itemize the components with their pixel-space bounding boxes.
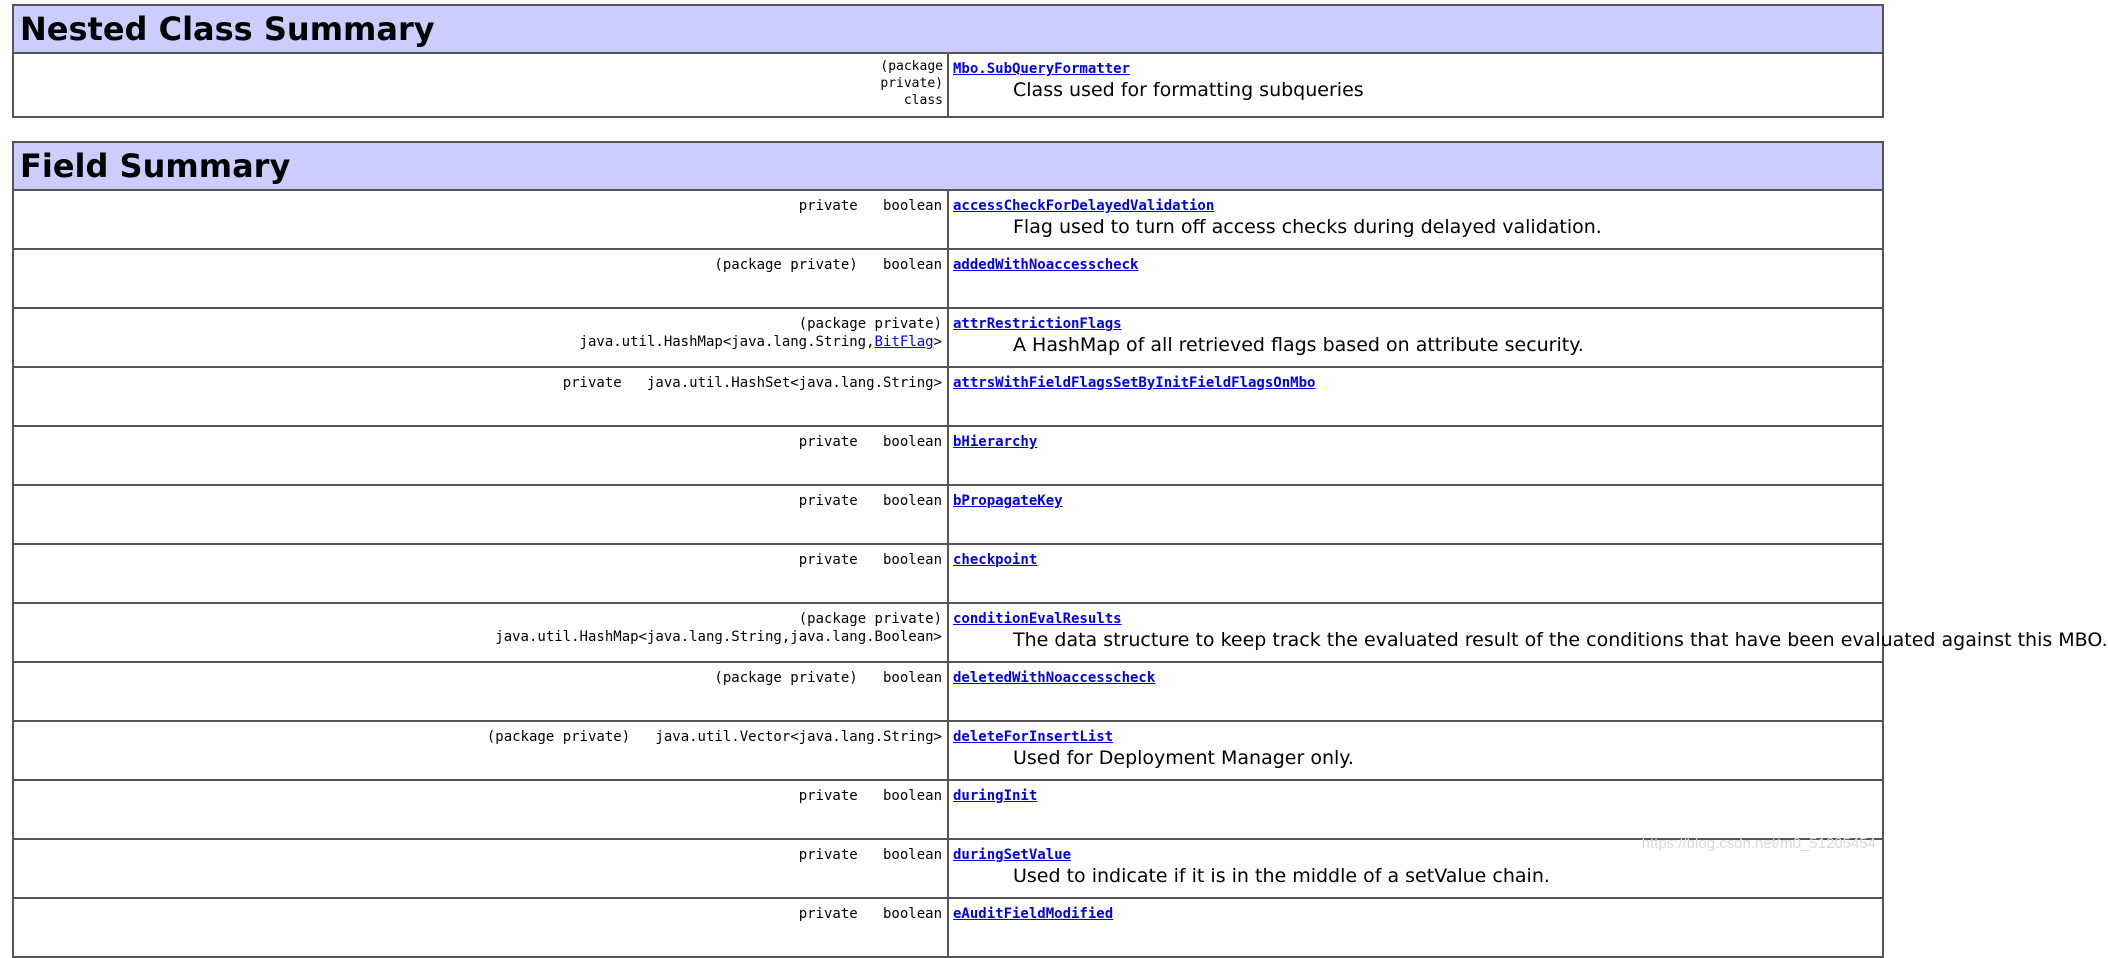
modifier-line: private) [880, 76, 943, 91]
field-link[interactable]: deletedWithNoaccesscheck [953, 670, 1156, 686]
modifier-type: java.util.HashMap<java.lang.String,java.lang.Boolean> [495, 629, 942, 645]
field-description-cell [948, 898, 1883, 957]
field-description-cell [948, 662, 1883, 721]
field-link[interactable]: eAuditFieldModified [953, 906, 1114, 922]
modifier-line: (package [880, 59, 943, 74]
field-modifier [13, 721, 948, 780]
field-description: Used for Deployment Manager only. [1013, 747, 1354, 769]
table-row [13, 898, 1883, 957]
field-link[interactable]: deleteForInsertList [953, 729, 1114, 745]
field-description: A HashMap of all retrieved flags based on attribute security. [1013, 334, 1584, 356]
modifier-line: private boolean [798, 198, 942, 214]
nested-class-modifier [13, 53, 948, 117]
watermark: https://blog.csdn.net/m0_51205454 [1641, 835, 1876, 852]
field-description: Flag used to turn off access checks during delayed validation. [1013, 216, 1602, 238]
field-link[interactable]: duringSetValue [953, 847, 1072, 863]
nested-class-description: Class used for formatting subqueries [1013, 79, 1364, 101]
table-row [13, 839, 1883, 898]
modifier-line: (package private) [798, 611, 942, 627]
field-link[interactable]: conditionEvalResults [953, 611, 1122, 627]
field-description-cell [948, 603, 2108, 662]
modifier-line: private boolean [798, 493, 942, 509]
modifier-type-suffix: > [933, 334, 942, 350]
field-link[interactable]: attrRestrictionFlags [953, 316, 1122, 332]
modifier-type-line [14, 628, 942, 646]
table-row [13, 367, 1883, 426]
field-modifier [13, 308, 948, 367]
nested-class-link[interactable]: Mbo.SubQueryFormatter [953, 61, 1131, 77]
field-description-cell [948, 308, 1883, 367]
table-row [13, 53, 1883, 117]
field-link[interactable]: addedWithNoaccesscheck [953, 257, 1139, 273]
field-modifier [13, 898, 948, 957]
field-summary-header [13, 142, 1883, 190]
field-link[interactable]: accessCheckForDelayedValidation [953, 198, 1215, 214]
field-modifier [13, 839, 948, 898]
modifier-line: private boolean [798, 788, 942, 804]
field-description: The data structure to keep track the evaluated result of the conditions that have been evaluated against this MBO. [1013, 629, 2108, 651]
field-description-cell [948, 485, 1883, 544]
table-row [13, 426, 1883, 485]
nested-class-description-cell [948, 53, 1883, 117]
table-row [13, 544, 1883, 603]
modifier-line: private boolean [798, 847, 942, 863]
modifier-line: private boolean [798, 434, 942, 450]
modifier-type-line [14, 333, 942, 351]
modifier-line: private boolean [798, 552, 942, 568]
modifier-line: private boolean [798, 906, 942, 922]
nested-class-summary-header [13, 5, 1883, 53]
field-link[interactable]: bPropagateKey [953, 493, 1063, 509]
field-description-cell [948, 721, 1883, 780]
field-modifier [13, 190, 948, 249]
field-description-cell [948, 780, 1883, 839]
nested-class-summary-table [12, 4, 1884, 118]
field-summary-table [12, 141, 2108, 958]
field-description-cell [948, 544, 1883, 603]
field-modifier [13, 780, 948, 839]
modifier-type: java.util.HashMap<java.lang.String, [579, 334, 875, 350]
field-modifier [13, 367, 948, 426]
field-link[interactable]: attrsWithFieldFlagsSetByInitFieldFlagsOnMbo [953, 375, 1316, 391]
modifier-line: (package private) boolean [714, 670, 942, 686]
table-row [13, 662, 1883, 721]
table-row [13, 721, 1883, 780]
field-summary-title: Field Summary [20, 147, 291, 185]
nested-class-summary-title: Nested Class Summary [20, 10, 435, 48]
modifier-line: (package private) boolean [714, 257, 942, 273]
table-row [13, 780, 1883, 839]
field-modifier [13, 249, 948, 308]
modifier-line: private java.util.HashSet<java.lang.String> [562, 375, 942, 391]
table-row [13, 485, 1883, 544]
type-link[interactable]: BitFlag [874, 334, 934, 350]
table-row [13, 603, 1883, 662]
field-modifier [13, 485, 948, 544]
field-description-cell [948, 367, 1883, 426]
field-modifier [13, 603, 948, 662]
field-modifier [13, 544, 948, 603]
field-link[interactable]: duringInit [953, 788, 1038, 804]
field-link[interactable]: checkpoint [953, 552, 1038, 568]
modifier-line: (package private) java.util.Vector<java.lang.String> [486, 729, 942, 745]
table-row [13, 249, 1883, 308]
modifier-line: class [903, 93, 943, 108]
field-link[interactable]: bHierarchy [953, 434, 1038, 450]
modifier-line: (package private) [798, 316, 942, 332]
field-description-cell [948, 249, 1883, 308]
field-modifier [13, 426, 948, 485]
table-row [13, 190, 1883, 249]
table-row [13, 308, 1883, 367]
field-modifier [13, 662, 948, 721]
field-description-cell [948, 190, 1883, 249]
field-description: Used to indicate if it is in the middle of a setValue chain. [1013, 865, 1550, 887]
field-description-cell [948, 426, 1883, 485]
